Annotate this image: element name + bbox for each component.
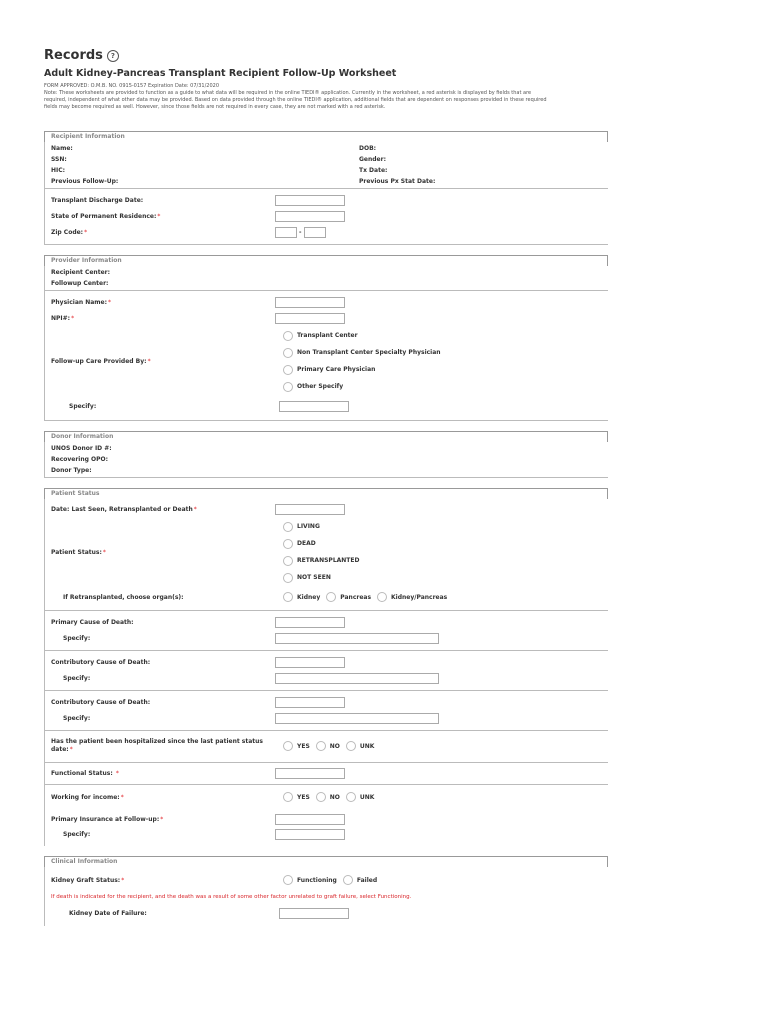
gender-label: Gender: — [359, 156, 386, 163]
required-marker: * — [102, 548, 106, 556]
care-option-nontransplant[interactable] — [283, 344, 583, 361]
functional-block — [44, 763, 608, 785]
date-seen-input[interactable] — [275, 504, 345, 515]
radio-button[interactable] — [316, 792, 326, 802]
option-label: DEAD — [297, 540, 316, 547]
status-options — [283, 518, 583, 586]
option-label: YES — [297, 742, 310, 750]
status-section — [44, 488, 608, 846]
care-option-other[interactable] — [283, 378, 583, 395]
work-option-yes[interactable] — [283, 792, 310, 802]
required-marker: * — [157, 212, 161, 220]
prev-px-label: Previous Px Stat Date: — [359, 178, 436, 185]
page-title-text: Records — [44, 48, 103, 63]
functional-input[interactable] — [275, 768, 345, 779]
contrib-cod-block-1 — [44, 651, 608, 691]
failure-date-label: Kidney Date of Failure: — [69, 909, 147, 917]
working-block — [44, 785, 608, 846]
option-label: Transplant Center — [297, 332, 358, 339]
followup-center-label: Followup Center: — [51, 280, 109, 287]
contrib-cod-specify-input-2[interactable] — [275, 713, 439, 724]
functional-label-text: Functional Status: — [51, 769, 113, 777]
radio-button[interactable] — [346, 792, 356, 802]
insurance-label-text: Primary Insurance at Follow-up: — [51, 815, 160, 823]
care-specify-input[interactable] — [279, 401, 349, 412]
name-label: Name: — [51, 145, 73, 152]
radio-button[interactable] — [283, 331, 293, 341]
physician-input[interactable] — [275, 297, 345, 308]
status-option-retransplanted[interactable] — [283, 552, 583, 569]
section-header-donor: Donor Information — [44, 431, 608, 442]
working-options — [283, 792, 378, 802]
contrib-cod-specify-label-1: Specify: — [63, 674, 91, 682]
section-header-clinical: Clinical Information — [44, 856, 608, 867]
required-marker: * — [69, 746, 73, 753]
note-line-1: Note: These worksheets are provided to function as a guide to what data will be required in the online TIEDI® application. Currently in the worksheet, a red asterisk is displayed by fields that are — [44, 90, 532, 96]
graft-status-label — [51, 877, 275, 884]
care-by-label — [51, 358, 275, 365]
option-label: Failed — [356, 876, 378, 884]
radio-button[interactable] — [326, 592, 336, 602]
option-label: Pancreas — [340, 593, 372, 601]
contrib-cod-specify-input-1[interactable] — [275, 673, 439, 684]
discharge-date-input[interactable] — [275, 195, 345, 206]
care-specify-label: Specify: — [69, 402, 97, 410]
insurance-specify-label: Specify: — [63, 830, 91, 838]
form-approved-text: FORM APPROVED: O.M.B. NO. 0915-0157 Expiration Date: 07/31/2020 — [44, 83, 220, 89]
care-by-options — [283, 327, 583, 395]
required-marker: * — [84, 228, 88, 236]
residence-input[interactable] — [275, 211, 345, 222]
radio-button[interactable] — [283, 556, 293, 566]
npi-label-text: NPI#: — [51, 314, 71, 322]
required-marker: * — [120, 793, 124, 801]
residence-label-text: State of Permanent Residence: — [51, 212, 157, 220]
hic-label: HIC: — [51, 167, 66, 174]
option-label: NO — [329, 742, 340, 750]
page-title — [44, 48, 608, 63]
required-marker: * — [108, 298, 112, 306]
npi-input[interactable] — [275, 313, 345, 324]
hospitalized-options — [283, 741, 378, 751]
radio-button[interactable] — [283, 875, 293, 885]
clinical-block — [44, 867, 608, 926]
provider-section — [44, 255, 608, 421]
working-label — [51, 794, 275, 801]
organ-option-kidney[interactable] — [283, 592, 320, 602]
required-marker: * — [115, 769, 119, 777]
care-option-transplant[interactable] — [283, 327, 583, 344]
radio-button[interactable] — [283, 348, 293, 358]
organ-option-kidney-pancreas[interactable] — [377, 592, 447, 602]
zip-separator: - — [299, 228, 302, 236]
option-label: Primary Care Physician — [297, 366, 376, 373]
graft-option-failed[interactable] — [343, 875, 377, 885]
hospitalized-label-line1: Has the patient been hospitalized since the last patient status — [51, 738, 263, 745]
insurance-specify-input[interactable] — [275, 829, 345, 840]
graft-options — [283, 875, 381, 885]
primary-cod-block — [44, 611, 608, 651]
hospitalized-block — [44, 731, 608, 763]
zip-label-text: Zip Code: — [51, 228, 84, 236]
required-marker: * — [147, 357, 151, 365]
status-option-living[interactable] — [283, 518, 583, 535]
work-option-no[interactable] — [316, 792, 340, 802]
radio-button[interactable] — [283, 382, 293, 392]
status-main-block — [44, 499, 608, 611]
donor-info-grid — [44, 442, 608, 478]
tx-date-label: Tx Date: — [359, 167, 388, 174]
prev-followup-label: Previous Follow-Up: — [51, 178, 119, 185]
hosp-option-unk[interactable] — [346, 741, 375, 751]
section-header-provider: Provider Information — [44, 255, 608, 266]
option-label: RETRANSPLANTED — [297, 557, 360, 564]
primary-cod-label: Primary Cause of Death: — [51, 618, 134, 626]
hospitalized-label-line2: date: — [51, 746, 69, 753]
radio-button[interactable] — [283, 741, 293, 751]
insurance-label — [51, 816, 275, 823]
organ-option-pancreas[interactable] — [326, 592, 371, 602]
care-option-primary[interactable] — [283, 361, 583, 378]
option-label: Non Transplant Center Specialty Physician — [297, 349, 441, 356]
recipient-fields — [44, 189, 608, 245]
contrib-cod-label-1: Contributory Cause of Death: — [51, 658, 151, 666]
option-label: Kidney — [297, 593, 321, 601]
required-marker: * — [121, 876, 125, 884]
graft-status-label-text: Kidney Graft Status: — [51, 876, 121, 884]
option-label: UNK — [359, 742, 375, 750]
radio-button[interactable] — [283, 365, 293, 375]
zip-label — [51, 229, 275, 236]
option-label: Other Specify — [297, 383, 344, 390]
worksheet-subtitle: Adult Kidney-Pancreas Transplant Recipient Follow-Up Worksheet — [44, 68, 397, 79]
radio-button[interactable] — [283, 573, 293, 583]
option-label: Functioning — [297, 876, 337, 884]
contrib-cod-label-2: Contributory Cause of Death: — [51, 698, 151, 706]
option-label: Kidney/Pancreas — [391, 593, 448, 601]
provider-info-grid — [44, 266, 608, 291]
patient-status-label — [51, 549, 275, 556]
recipient-section — [44, 131, 608, 245]
date-seen-label-text: Date: Last Seen, Retransplanted or Death — [51, 505, 193, 513]
donor-id-label: UNOS Donor ID #: — [51, 445, 112, 452]
option-label: NOT SEEN — [297, 574, 331, 581]
primary-cod-specify-label: Specify: — [63, 634, 91, 642]
clinical-section — [44, 856, 608, 926]
ssn-label: SSN: — [51, 156, 67, 163]
radio-button[interactable] — [283, 792, 293, 802]
recipient-info-grid — [44, 142, 608, 189]
hospitalized-label — [51, 738, 275, 754]
contrib-cod-input-2[interactable] — [275, 697, 345, 708]
radio-button[interactable] — [346, 741, 356, 751]
option-label: NO — [329, 793, 340, 801]
radio-button[interactable] — [283, 522, 293, 532]
section-header-status: Patient Status — [44, 488, 608, 499]
required-marker: * — [71, 314, 75, 322]
recipient-center-label: Recipient Center: — [51, 269, 110, 276]
section-header-recipient: Recipient Information — [44, 131, 608, 142]
primary-cod-input[interactable] — [275, 617, 345, 628]
date-seen-label — [51, 506, 275, 513]
contrib-cod-input-1[interactable] — [275, 657, 345, 668]
note-line-3: fields may become required as well. However, since those fields are not required in every case, they are not marked with a red asterisk. — [44, 104, 386, 110]
worksheet-page — [44, 48, 608, 926]
note-line-2: required, independent of what other data may be provided. Based on data provided through the online TIEDI® application, additional fields that are dependent on responses provided in these required — [44, 97, 547, 103]
status-option-dead[interactable] — [283, 535, 583, 552]
residence-label — [51, 213, 275, 220]
organ-options — [283, 592, 451, 602]
hosp-option-yes[interactable] — [283, 741, 310, 751]
physician-label — [51, 299, 275, 306]
care-by-label-text: Follow-up Care Provided By: — [51, 357, 147, 365]
radio-button[interactable] — [283, 592, 293, 602]
required-marker: * — [193, 505, 197, 513]
functional-label — [51, 770, 275, 777]
option-label: UNK — [359, 793, 375, 801]
opo-label: Recovering OPO: — [51, 456, 109, 463]
contrib-cod-specify-label-2: Specify: — [63, 714, 91, 722]
working-label-text: Working for income: — [51, 793, 120, 801]
insurance-input[interactable] — [275, 814, 345, 825]
option-label: LIVING — [297, 523, 320, 530]
option-label: YES — [297, 793, 310, 801]
hosp-option-no[interactable] — [316, 741, 340, 751]
radio-button[interactable] — [343, 875, 353, 885]
npi-label — [51, 315, 275, 322]
radio-button[interactable] — [316, 741, 326, 751]
zip-input[interactable] — [275, 227, 297, 238]
radio-button[interactable] — [283, 539, 293, 549]
radio-button[interactable] — [377, 592, 387, 602]
failure-date-input[interactable] — [279, 908, 349, 919]
discharge-date-label: Transplant Discharge Date: — [51, 196, 144, 204]
zip-ext-input[interactable] — [304, 227, 326, 238]
status-option-not-seen[interactable] — [283, 569, 583, 586]
provider-fields — [44, 291, 608, 421]
work-option-unk[interactable] — [346, 792, 375, 802]
help-icon[interactable]: ? — [107, 50, 119, 62]
patient-status-label-text: Patient Status: — [51, 548, 102, 556]
graft-option-functioning[interactable] — [283, 875, 337, 885]
required-marker: * — [160, 815, 164, 823]
primary-cod-specify-input[interactable] — [275, 633, 439, 644]
donor-type-label: Donor Type: — [51, 467, 92, 474]
physician-label-text: Physician Name: — [51, 298, 108, 306]
contrib-cod-block-2 — [44, 691, 608, 731]
dob-label: DOB: — [359, 145, 377, 152]
graft-warning-text: If death is indicated for the recipient, and the death was a result of some other factor unrelated to graft failure, select Functioning. — [51, 894, 412, 900]
donor-section — [44, 431, 608, 478]
retx-organ-label: If Retransplanted, choose organ(s): — [63, 593, 184, 601]
